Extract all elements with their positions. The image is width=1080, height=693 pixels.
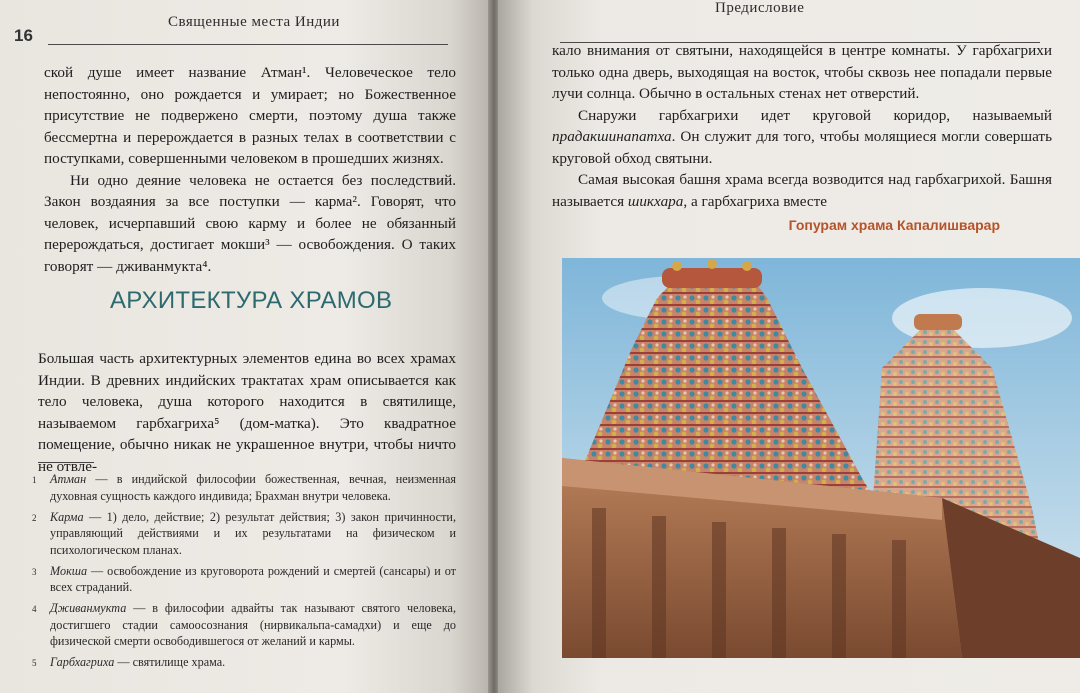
footnote-text: — 1) дело, действие; 2) результат действия; 3) закон причинности, управляющий действиями и их результатами на физическом и психологическом планах. bbox=[50, 509, 456, 557]
intro-text bbox=[44, 62, 456, 277]
section-heading: АРХИТЕКТУРА ХРАМОВ bbox=[110, 287, 393, 314]
continuation-text bbox=[552, 40, 1052, 212]
footnotes bbox=[32, 471, 456, 676]
temple-photo bbox=[562, 258, 1080, 658]
running-head-text: Священные места Индии bbox=[168, 14, 340, 30]
footnote-number: 2 bbox=[32, 512, 37, 523]
footnote-number: 1 bbox=[32, 475, 37, 485]
architecture-text bbox=[38, 348, 456, 477]
footnote-text: — святилище храма. bbox=[114, 655, 226, 669]
footnote-text: — в философии адвайты так называют святого человека, достигшего стадии самоосознания (нирвикальпа-самадхи) и еще до физической смерти освободившегося от желаний и кармы. bbox=[50, 601, 456, 648]
italic-term: шикхара bbox=[627, 192, 684, 210]
paragraph: Ни одно деяние человека не остается без последствий. Закон воздаяния за все поступки — карма². Говорят, что человек, исчерпавший свою карму и более не обязанный перерождаться, достигает мокши³ — освобождения. О таких говорят — дживанмукта⁴. bbox=[44, 171, 456, 275]
left-page bbox=[0, 0, 490, 693]
footnote-term: Атман bbox=[50, 472, 87, 486]
paragraph: Самая высокая башня храма всегда возводится над гарбхагрихой. Башня называется шикхара, а гарбхагриха вместе bbox=[552, 171, 1052, 210]
footnote-number: 4 bbox=[32, 604, 37, 614]
footnote bbox=[32, 471, 456, 504]
footnote bbox=[32, 563, 456, 596]
footnote bbox=[32, 600, 456, 650]
photo-caption: Гопурам храма Капалишварар bbox=[788, 217, 1000, 233]
running-head-left bbox=[48, 0, 448, 45]
running-head-text: Предисловие bbox=[715, 0, 805, 16]
gopuram-illustration bbox=[562, 258, 1080, 658]
italic-term: прадакшинапатха bbox=[552, 128, 672, 145]
running-head-right bbox=[560, 0, 1040, 43]
footnote bbox=[32, 509, 456, 559]
footnote-term: Гарбхагриха bbox=[50, 655, 115, 669]
right-page bbox=[498, 0, 1080, 693]
footnote-term: Карма bbox=[50, 509, 84, 524]
footnote-number: 5 bbox=[32, 658, 37, 668]
paragraph: Снаружи гарбхагрихи идет круговой коридор, называемый прадакшинапатха. Он служит для того, чтобы молящиеся могли совершать круговой обход святыни. bbox=[552, 106, 1052, 167]
footnote-term: Дживанмукта bbox=[50, 601, 127, 615]
footnote-divider bbox=[38, 462, 94, 463]
paragraph: Большая часть архитектурных элементов едина во всех храмах Индии. В древних индийских трактатах храм описывается как тело человека, душа которого находится в святилище, называемом гарбхагриха⁵ (дом-матка). Это квадратное помещение, обычно никак не украшенное внутри, чтобы ничто не отвле- bbox=[38, 350, 456, 475]
footnote-text: — в индийской философии божественная, вечная, неизменная духовная сущность каждого индивида; Брахман внутри человека. bbox=[50, 472, 456, 503]
footnote bbox=[32, 654, 456, 672]
paragraph: кало внимания от святыни, находящейся в центре комнаты. У гарбхагрихи только одна дверь, выходящая на восток, чтобы сквозь нее попадали первые лучи солнца. Обычно в остальных стенах нет отверстий. bbox=[552, 42, 1052, 102]
footnote-term: Мокша bbox=[50, 563, 88, 578]
paragraph: ской душе имеет название Атман¹. Человеческое тело непостоянно, оно рождается и умирает; но Божественное присутствие не подвержено смерти, поэтому душа также бессмертна и перерождается в разных телах в соответствии с поступками, совершенными человеком в прошедших жизнях. bbox=[44, 64, 456, 167]
footnote-number: 3 bbox=[32, 566, 37, 577]
footnote-text: — освобождение из круговорота рождений и смертей (сансары) и от всех страданий. bbox=[50, 563, 456, 594]
page-number: 16 bbox=[14, 26, 33, 45]
